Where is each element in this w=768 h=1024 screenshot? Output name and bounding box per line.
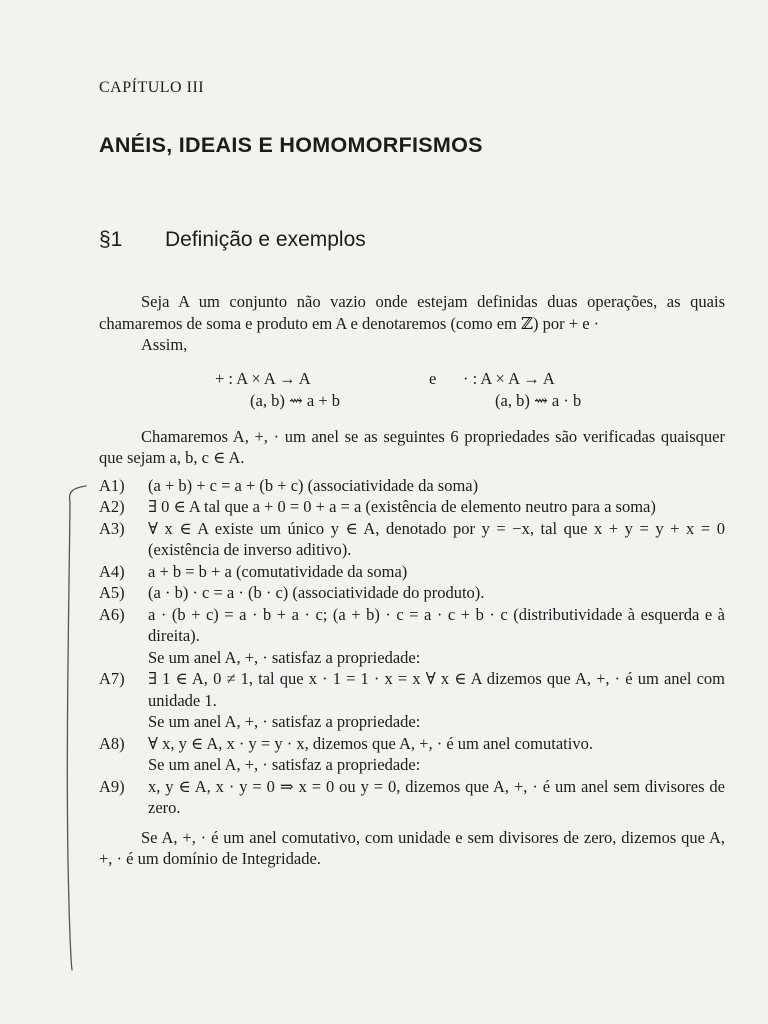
axiom-a5: A5) (a · b) · c = a · (b · c) (associatividade do produto). bbox=[99, 583, 485, 602]
plus-map: + : A × A → A bbox=[215, 368, 311, 388]
integral-domain-definition: Se A, +, · é um anel comutativo, com unidade e sem divisores de zero, dizemos que A, +, · é um domínio de Integridade. bbox=[99, 827, 725, 868]
assim-line: Assim, bbox=[141, 335, 188, 354]
section-heading bbox=[99, 228, 366, 252]
axiom-a9: A9) x, y ∈ A, x · y = 0 ⇒ x = 0 ou y = 0, dizemos que A, +, · é um anel sem divisores de zero. bbox=[99, 776, 725, 817]
axiom-a8: A8) ∀ x, y ∈ A, x · y = y · x, dizemos que A, +, · é um anel comutativo. bbox=[99, 733, 593, 753]
chapter-title: ANÉIS, IDEAIS E HOMOMORFISMOS bbox=[99, 133, 483, 157]
dot-map: · : A × A → A bbox=[463, 368, 555, 388]
page-body bbox=[99, 291, 725, 870]
section-number: §1 bbox=[99, 228, 123, 251]
condition-commutative: Se um anel A, +, · satisfaz a propriedade: bbox=[148, 712, 421, 731]
axiom-a1: A1) (a + b) + c = a + (b + c) (associatividade da soma) bbox=[99, 475, 479, 495]
axiom-list bbox=[99, 475, 725, 647]
intro-paragraph: Seja A um conjunto não vazio onde estejam definidas duas operações, as quais chamaremos de soma e produto em A e denotaremos (como em ℤ) por + e · bbox=[99, 292, 725, 333]
section-title: Definição e exemplos bbox=[165, 228, 366, 251]
dot-rule: (a, b) ⇝ a · b bbox=[495, 390, 582, 410]
operations-display bbox=[99, 368, 725, 412]
condition-no-zero-divisors: Se um anel A, +, · satisfaz a propriedade: bbox=[148, 755, 421, 774]
axiom-a3: A3) ∀ x ∈ A existe um único y ∈ A, denotado por y = −x, tal que x + y = y + x = 0 (existência de inverso aditivo). bbox=[99, 518, 725, 559]
ring-definition: Chamaremos A, +, · um anel se as seguintes 6 propriedades são verificadas quaisquer que sejam a, b, c ∈ A. bbox=[99, 426, 725, 467]
axiom-a2: A2) ∃ 0 ∈ A tal que a + 0 = 0 + a = a (existência de elemento neutro para a soma) bbox=[99, 497, 656, 516]
axiom-a7: A7) ∃ 1 ∈ A, 0 ≠ 1, tal que x · 1 = 1 · x = x ∀ x ∈ A dizemos que A, +, · é um anel com unidade 1. bbox=[99, 669, 725, 710]
connector-e: e bbox=[429, 368, 437, 388]
condition-unit: Se um anel A, +, · satisfaz a propriedade: bbox=[148, 647, 421, 667]
chapter-heading: CAPÍTULO III bbox=[99, 79, 205, 96]
plus-rule: (a, b) ⇝ a + b bbox=[250, 390, 341, 410]
axiom-a4: A4) a + b = b + a (comutatividade da soma) bbox=[99, 561, 408, 581]
axiom-a6: A6) a · (b + c) = a · b + a · c; (a + b) · c = a · c + b · c (distributividade à esquerda e à direita). bbox=[99, 604, 725, 645]
handwritten-bracket-mark bbox=[60, 482, 90, 972]
